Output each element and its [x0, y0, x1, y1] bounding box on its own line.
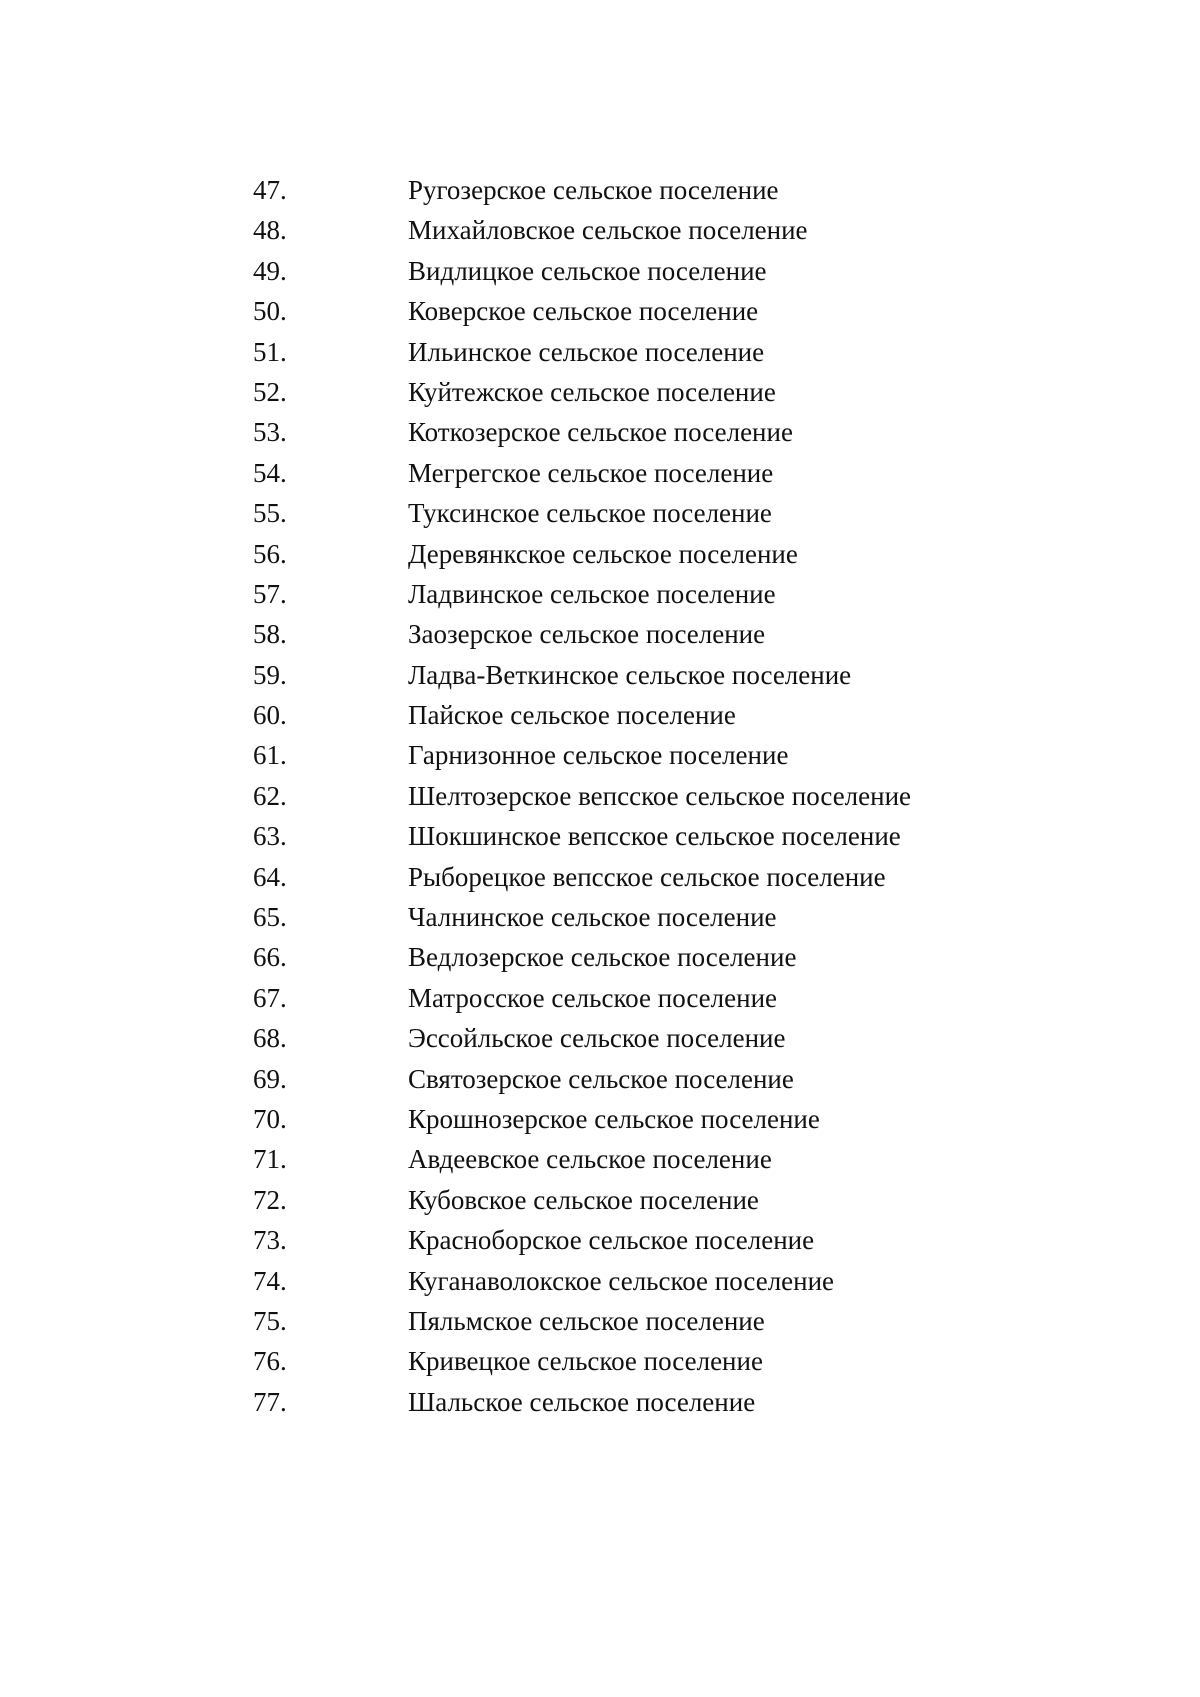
item-number: 71.: [253, 1144, 287, 1175]
settlement-name: Крошнозерское сельское поселение: [408, 1103, 820, 1134]
item-number: 60.: [253, 700, 287, 731]
item-number: 54.: [253, 457, 287, 488]
settlement-name: Мегрегское сельское поселение: [408, 457, 774, 488]
settlement-name: Матросское сельское поселение: [408, 982, 778, 1013]
item-number: 59.: [253, 659, 287, 690]
list-item: [253, 1261, 911, 1301]
list-item: [253, 655, 911, 695]
list-item: [253, 937, 911, 977]
settlement-name: Михайловское сельское поселение: [408, 215, 808, 246]
list-item: [253, 534, 911, 574]
list-item: [253, 614, 911, 654]
settlement-name: Шокшинское вепсское сельское поселение: [408, 821, 901, 852]
item-number: 72.: [253, 1184, 287, 1215]
settlement-name: Кривецкое сельское поселение: [408, 1346, 763, 1377]
item-number: 66.: [253, 942, 287, 973]
item-number: 53.: [253, 417, 287, 448]
settlement-name: Кубовское сельское поселение: [408, 1184, 759, 1215]
settlement-name: Эссойльское сельское поселение: [408, 1023, 786, 1054]
item-number: 70.: [253, 1103, 287, 1134]
list-item: [253, 1059, 911, 1099]
settlement-name: Гарнизонное сельское поселение: [408, 740, 789, 771]
list-item: [253, 1220, 911, 1260]
item-number: 74.: [253, 1265, 287, 1296]
list-item: [253, 453, 911, 493]
item-number: 56.: [253, 538, 287, 569]
item-number: 55.: [253, 498, 287, 529]
item-number: 69.: [253, 1063, 287, 1094]
item-number: 75.: [253, 1305, 287, 1336]
settlement-name: Красноборское сельское поселение: [408, 1225, 815, 1256]
list-item: [253, 978, 911, 1018]
list-item: [253, 493, 911, 533]
settlement-name: Куганаволокское сельское поселение: [408, 1265, 835, 1296]
settlement-name: Чалнинское сельское поселение: [408, 902, 777, 933]
list-item: [253, 1180, 911, 1220]
settlement-name: Куйтежское сельское поселение: [408, 376, 776, 407]
item-number: 68.: [253, 1023, 287, 1054]
list-item: [253, 574, 911, 614]
settlement-name: Ладва-Веткинское сельское поселение: [408, 659, 852, 690]
settlement-name: Ладвинское сельское поселение: [408, 578, 776, 609]
list-item: [253, 291, 911, 331]
settlement-name: Видлицкое сельское поселение: [408, 255, 767, 286]
settlement-name: Туксинское сельское поселение: [408, 498, 772, 529]
item-number: 65.: [253, 902, 287, 933]
list-item: [253, 210, 911, 250]
item-number: 67.: [253, 982, 287, 1013]
item-number: 50.: [253, 296, 287, 327]
settlement-name: Ильинское сельское поселение: [408, 336, 765, 367]
item-number: 51.: [253, 336, 287, 367]
item-number: 63.: [253, 821, 287, 852]
settlement-name: Святозерское сельское поселение: [408, 1063, 794, 1094]
list-item: [253, 1139, 911, 1179]
item-number: 49.: [253, 255, 287, 286]
item-number: 64.: [253, 861, 287, 892]
settlement-list: [253, 170, 911, 1422]
settlement-name: Ругозерское сельское поселение: [408, 175, 779, 205]
list-item: [253, 170, 911, 210]
list-item: [253, 1301, 911, 1341]
settlement-name: Коверское сельское поселение: [408, 296, 759, 327]
item-number: 73.: [253, 1225, 287, 1256]
settlement-name: Шальское сельское поселение: [408, 1386, 756, 1417]
item-number: 62.: [253, 780, 287, 811]
list-item: [253, 1341, 911, 1381]
item-number: 48.: [253, 215, 287, 246]
list-item: [253, 372, 911, 412]
list-item: [253, 776, 911, 816]
settlement-name: Рыборецкое вепсское сельское поселение: [408, 861, 886, 892]
list-item: [253, 857, 911, 897]
list-item: [253, 412, 911, 452]
settlement-name: Пяльмское сельское поселение: [408, 1305, 765, 1336]
item-number: 61.: [253, 740, 287, 771]
settlement-name: Деревянкское сельское поселение: [408, 538, 798, 569]
settlement-name: Шелтозерское вепсское сельское поселение: [408, 780, 912, 811]
item-number: 76.: [253, 1346, 287, 1377]
list-item: [253, 332, 911, 372]
list-item: [253, 695, 911, 735]
list-item: [253, 1099, 911, 1139]
item-number: 77.: [253, 1386, 287, 1417]
settlement-name: Коткозерское сельское поселение: [408, 417, 793, 448]
list-item: [253, 735, 911, 775]
item-number: 57.: [253, 578, 287, 609]
settlement-name: Авдеевское сельское поселение: [408, 1144, 772, 1175]
list-item: [253, 897, 911, 937]
list-item: [253, 1382, 911, 1422]
list-item: [253, 251, 911, 291]
settlement-name: Заозерское сельское поселение: [408, 619, 766, 650]
item-number: 58.: [253, 619, 287, 650]
list-item: [253, 816, 911, 856]
item-number: 47.: [253, 175, 287, 205]
list-item: [253, 1018, 911, 1058]
settlement-name: Пайское сельское поселение: [408, 700, 736, 731]
item-number: 52.: [253, 376, 287, 407]
settlement-name: Ведлозерское сельское поселение: [408, 942, 797, 973]
